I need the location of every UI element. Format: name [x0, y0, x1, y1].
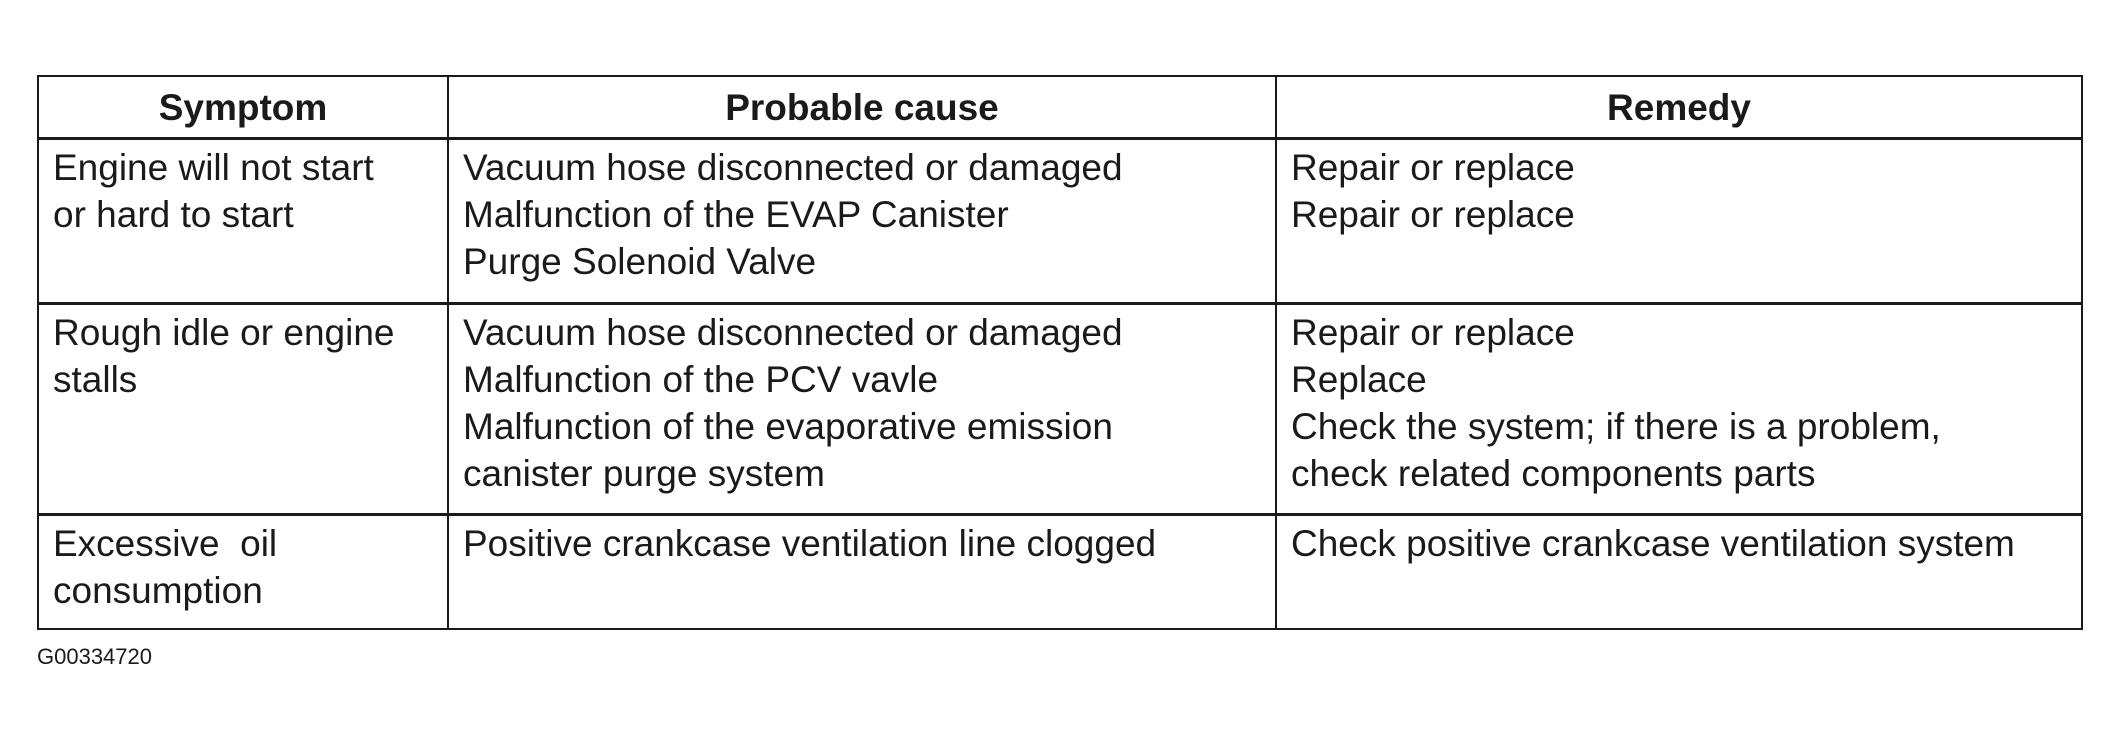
cause-cell [448, 515, 1276, 630]
symptom-line: Engine will not start [53, 147, 374, 188]
remedy-line: Check positive crankcase ventilation system [1291, 523, 2015, 564]
table-header [38, 76, 2082, 139]
symptom-line: stalls [53, 359, 138, 400]
remedy-cell [1276, 304, 2082, 515]
table-row [38, 139, 2082, 304]
symptom-line: consumption [53, 570, 263, 611]
remedy-line: Repair or replace [1291, 312, 1575, 353]
table-row [38, 515, 2082, 630]
symptom-cell [38, 304, 448, 515]
remedy-cell [1276, 515, 2082, 630]
header-probable-cause: Probable cause [448, 76, 1276, 139]
cause-line: Malfunction of the EVAP Canister [463, 194, 1009, 235]
table-body [38, 139, 2082, 630]
cause-line: Malfunction of the PCV vavle [463, 359, 939, 400]
symptom-cell [38, 515, 448, 630]
remedy-line: check related components parts [1291, 453, 1816, 494]
cause-line: Positive crankcase ventilation line clogged [463, 523, 1157, 564]
header-symptom: Symptom [38, 76, 448, 139]
cause-line: canister purge system [463, 453, 825, 494]
header-row [38, 76, 2082, 139]
header-remedy: Remedy [1276, 76, 2082, 139]
remedy-line: Check the system; if there is a problem, [1291, 406, 1941, 447]
cause-line: Vacuum hose disconnected or damaged [463, 312, 1123, 353]
symptom-line: or hard to start [53, 194, 294, 235]
troubleshooting-table [37, 75, 2083, 630]
table-row [38, 304, 2082, 515]
remedy-cell [1276, 139, 2082, 304]
remedy-line: Replace [1291, 359, 1427, 400]
cause-line: Purge Solenoid Valve [463, 241, 817, 282]
figure-id: G00334720 [37, 644, 152, 669]
remedy-line: Repair or replace [1291, 147, 1575, 188]
symptom-line: Excessive oil [53, 523, 278, 564]
symptom-line: Rough idle or engine [53, 312, 395, 353]
symptom-cell [38, 139, 448, 304]
cause-line: Vacuum hose disconnected or damaged [463, 147, 1123, 188]
cause-cell [448, 139, 1276, 304]
cause-cell [448, 304, 1276, 515]
cause-line: Malfunction of the evaporative emission [463, 406, 1113, 447]
remedy-line: Repair or replace [1291, 194, 1575, 235]
